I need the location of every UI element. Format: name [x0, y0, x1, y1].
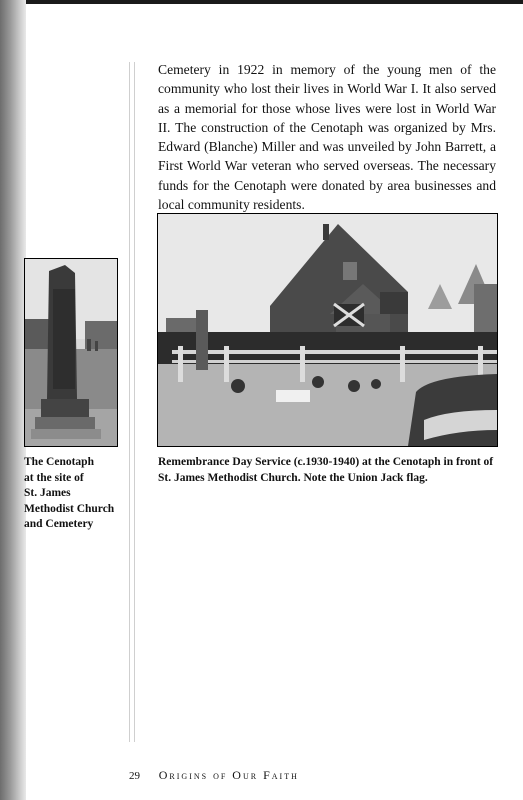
body-paragraph: Cemetery in 1922 in memory of the young men of the community who lost their lives in World War I. It also served as a memorial for those whose lives were lost in World War II. The construction of the Cenotaph was organized by Mrs. Edward (Blanche) Miller and was unveiled by John Barrett, a First World War veteran who served overseas. The necessary funds for the Cenotaph were donated by area businesses and local community residents. [158, 62, 496, 213]
remembrance-day-photo [157, 213, 498, 447]
cenotaph-photo [24, 258, 118, 447]
caption-line: and Cemetery [24, 518, 94, 530]
running-title: Origins of Our Faith [158, 768, 299, 782]
book-spine-shadow [0, 0, 26, 800]
remembrance-day-caption: Remembrance Day Service (c.1930-1940) at the Cenotaph in front of St. James Methodist Church. Note the Union Jack flag. [158, 456, 494, 484]
caption-line: St. James [24, 487, 71, 499]
page-number: 29 [129, 770, 140, 782]
cenotaph-photo-caption [24, 455, 124, 533]
page-top-edge [0, 0, 523, 4]
margin-rule [129, 62, 135, 742]
page-footer [129, 768, 299, 783]
caption-line: at the site of [24, 471, 84, 484]
caption-line: The Cenotaph [24, 456, 94, 468]
remembrance-day-photo-image [158, 214, 497, 446]
caption-line: Methodist Church [24, 502, 115, 515]
cenotaph-photo-image [25, 259, 117, 446]
